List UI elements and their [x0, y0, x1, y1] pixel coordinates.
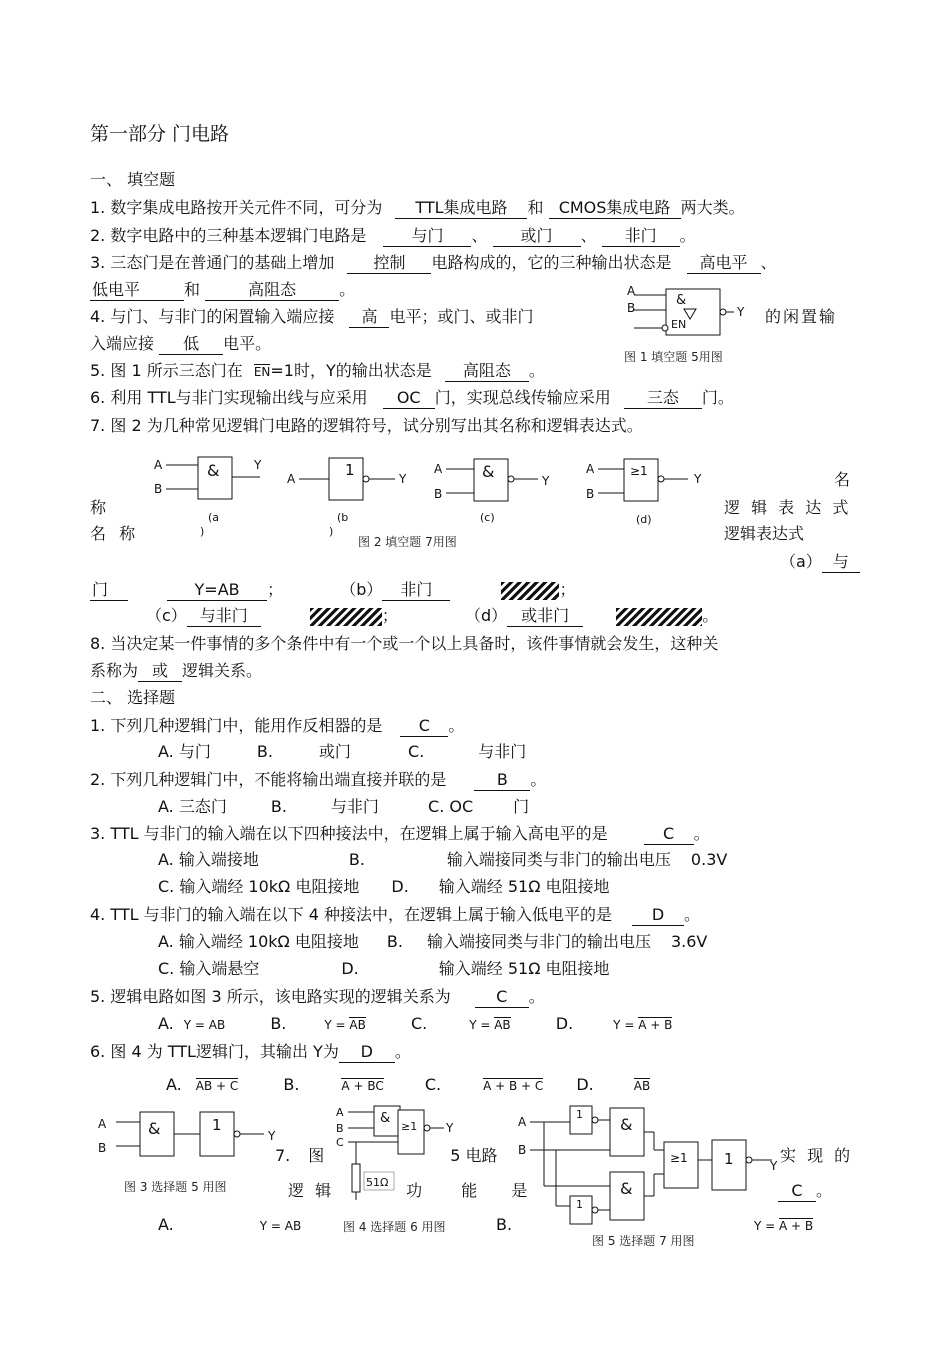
choice-4: 4. TTL 与非门的输入端在以下 4 种接法中，在逻辑上属于输入低电平的是 D 。 [90, 905, 700, 924]
figure-1-tristate-gate [622, 284, 752, 344]
q7-answer-row1: 门 Y=AB ； （b） 非门 ； [92, 580, 576, 599]
choice-7-answer: C 。 [778, 1181, 832, 1202]
fig4-input-b: B [336, 1122, 344, 1135]
fig5-not-top-symbol: 1 [576, 1108, 583, 1121]
figure-3-circuit [94, 1108, 284, 1168]
fig2b-label-paren: ) [329, 525, 334, 538]
question-4-right: 的闲置输 [765, 307, 838, 326]
figure-2-caption: 图 2 填空题 7用图 [358, 535, 457, 549]
q7-right-ming: 名 [834, 470, 851, 489]
question-3-line2: 低电平 和 高阻态 。 [92, 280, 356, 299]
fig5-input-b: B [518, 1143, 527, 1157]
figure-2c-nand-gate [432, 455, 562, 535]
choice-1: 1. 下列几种逻辑门中，能用作反相器的是 C 。 [90, 716, 465, 735]
choice-7-shixian: 实 现 的 [780, 1146, 854, 1165]
choice-7-line2: 逻 辑 功 能 是 [288, 1181, 528, 1200]
choice-3: 3. TTL 与非门的输入端在以下四种接法中，在逻辑上属于输入高电平的是 C 。 [90, 824, 710, 843]
hatched-answer-c [310, 608, 382, 626]
question-2: 2. 数字电路中的三种基本逻辑门电路是 与门 、 或门 、 非门 。 [90, 226, 696, 245]
q7-answer-a-label: （a） 与 [780, 552, 860, 573]
fig3-input-a: A [98, 1117, 107, 1131]
figure-2a-and-gate [150, 455, 270, 538]
fig5-not-bottom-symbol: 1 [576, 1198, 583, 1211]
fig2c-input-a: A [434, 462, 443, 476]
fig1-output-y: Y [737, 305, 745, 319]
choice-7-option-a: A. Y = AB [158, 1215, 302, 1234]
fig1-en-label: EN [671, 318, 687, 331]
fig4-input-c: C [336, 1136, 344, 1149]
fig2c-output-y: Y [542, 474, 550, 488]
figure-2d-nor-gate [584, 455, 714, 535]
question-3: 3. 三态门是在普通门的基础上增加 控制 电路构成的，它的三种输出状态是 高电平 、 [90, 253, 777, 272]
choice-7-option-b-expr: Y = A + B [754, 1219, 814, 1233]
question-8-line2: 系称为 或 逻辑关系。 [90, 661, 263, 680]
choice-1-options: A. 与门 B. 或门 C. 与非门 [158, 742, 527, 761]
figure-3-caption: 图 3 选择题 5 用图 [124, 1180, 227, 1194]
question-4-line2: 入端应接 低 电平。 [90, 334, 272, 353]
choice-3-options-ab: A. 输入端接地 B. 输入端接同类与非门的输出电压 0.3V [158, 850, 728, 869]
fig2d-symbol: ≥1 [630, 464, 648, 478]
fig4-output-y: Y [446, 1121, 454, 1135]
fig3-and-symbol: & [148, 1119, 161, 1138]
section-heading-fill: 一、 填空题 [90, 170, 176, 189]
q7-left-cheng: 称 [90, 498, 107, 517]
fig3-input-b: B [98, 1141, 107, 1155]
fig2b-label: (b [337, 511, 349, 524]
fig2d-input-b: B [586, 487, 595, 501]
fig4-resistor-label: 51Ω [366, 1176, 389, 1189]
question-4: 4. 与门、与非门的闲置输入端应接 高 电平；或门、或非门 [90, 307, 534, 326]
choice-7-num: 7. 图 5 电路 [275, 1146, 498, 1165]
fig2d-output-y: Y [694, 472, 702, 486]
fig2b-output-y: Y [399, 472, 407, 486]
question-7: 7. 图 2 为几种常见逻辑门电路的逻辑符号，试分别写出其名称和逻辑表达式。 [90, 416, 643, 435]
fig2a-output-y: Y [254, 458, 262, 472]
fig2c-label: (c) [480, 511, 495, 524]
choice-7-option-b: B. [496, 1215, 513, 1234]
fig2c-symbol: & [482, 462, 495, 481]
fig5-and-top-symbol: & [620, 1115, 633, 1134]
page-title: 第一部分 门电路 [90, 123, 230, 145]
fig2c-input-b: B [434, 487, 443, 501]
choice-3-options-cd: C. 输入端经 10kΩ 电阻接地 D. 输入端经 51Ω 电阻接地 [158, 877, 610, 896]
fig4-and-symbol: & [380, 1111, 391, 1126]
fig1-and-symbol: & [676, 293, 687, 308]
fig5-output-y: Y [770, 1159, 778, 1173]
hatched-answer-b [501, 582, 559, 600]
choice-2: 2. 下列几种逻辑门中，不能将输出端直接并联的是 B 。 [90, 770, 547, 789]
fig2b-input-a: A [287, 472, 296, 486]
fig5-input-a: A [518, 1115, 527, 1129]
fig2b-symbol: 1 [345, 461, 355, 479]
figure-2b-not-gate [285, 455, 415, 538]
fig2a-input-a: A [154, 458, 163, 472]
choice-6-options: A. AB + C B. A + BC C. A + B + C D. AB [166, 1075, 651, 1094]
question-1: 1. 数字集成电路按开关元件不同，可分为 TTL集成电路 和 CMOS集成电路 两大类。 [90, 198, 745, 217]
q7-answer-row2: （c） 与非门 ； （d） 或非门 。 [146, 606, 719, 625]
choice-5: 5. 逻辑电路如图 3 所示，该电路实现的逻辑关系为 C 。 [90, 987, 545, 1006]
figure-1-caption: 图 1 填空题 5用图 [624, 350, 723, 364]
fig5-and-bottom-symbol: & [620, 1179, 633, 1198]
section-heading-choice: 二、 选择题 [90, 688, 176, 707]
fig5-not-out-symbol: 1 [724, 1150, 734, 1168]
question-6: 6. 利用 TTL与非门实现输出线与应采用 OC 门，实现总线传输应采用 三态 门。 [90, 388, 734, 407]
hatched-answer-d [616, 608, 702, 626]
choice-6: 6. 图 4 为 TTL逻辑门，其输出 Y为 D 。 [90, 1042, 411, 1061]
q7-left-mingcheng: 名 称 [90, 524, 140, 543]
q7-right-expr2: 逻辑表达式 [724, 524, 805, 543]
fig2a-input-b: B [154, 482, 163, 496]
choice-2-options: A. 三态门 B. 与非门 C. OC 门 [158, 797, 530, 816]
question-8: 8. 当决定某一件事情的多个条件中有一个或一个以上具备时，该件事情就会发生，这种关 [90, 634, 719, 653]
fig4-or-symbol: ≥1 [401, 1120, 418, 1133]
fig2a-symbol: & [207, 461, 220, 480]
choice-4-options-ab: A. 输入端经 10kΩ 电阻接地 B. 输入端接同类与非门的输出电压 3.6V [158, 932, 708, 951]
fig2d-label: (d) [636, 513, 652, 526]
fig5-or-symbol: ≥1 [670, 1151, 688, 1165]
fig3-not-symbol: 1 [212, 1116, 222, 1134]
fig4-input-a: A [336, 1106, 344, 1119]
fig2a-label-paren: ) [200, 525, 205, 538]
choice-4-options-cd: C. 输入端悬空 D. 输入端经 51Ω 电阻接地 [158, 959, 610, 978]
figure-5-circuit [516, 1102, 786, 1232]
question-5: 5. 图 1 所示三态门在 EN=1时，Y的输出状态是 高阻态 。 [90, 361, 545, 380]
fig1-input-b: B [627, 301, 636, 315]
fig2d-input-a: A [586, 462, 595, 476]
fig3-output-y: Y [268, 1129, 276, 1143]
figure-4-caption: 图 4 选择题 6 用图 [343, 1220, 446, 1234]
q7-right-expr: 逻 辑 表 达 式 [724, 498, 852, 517]
fig1-input-a: A [627, 284, 636, 298]
figure-5-caption: 图 5 选择题 7 用图 [592, 1234, 695, 1248]
choice-5-options: A. Y = AB B. Y = AB C. Y = AB D. Y = A + B [158, 1014, 673, 1033]
fig2a-label: (a [208, 511, 220, 524]
